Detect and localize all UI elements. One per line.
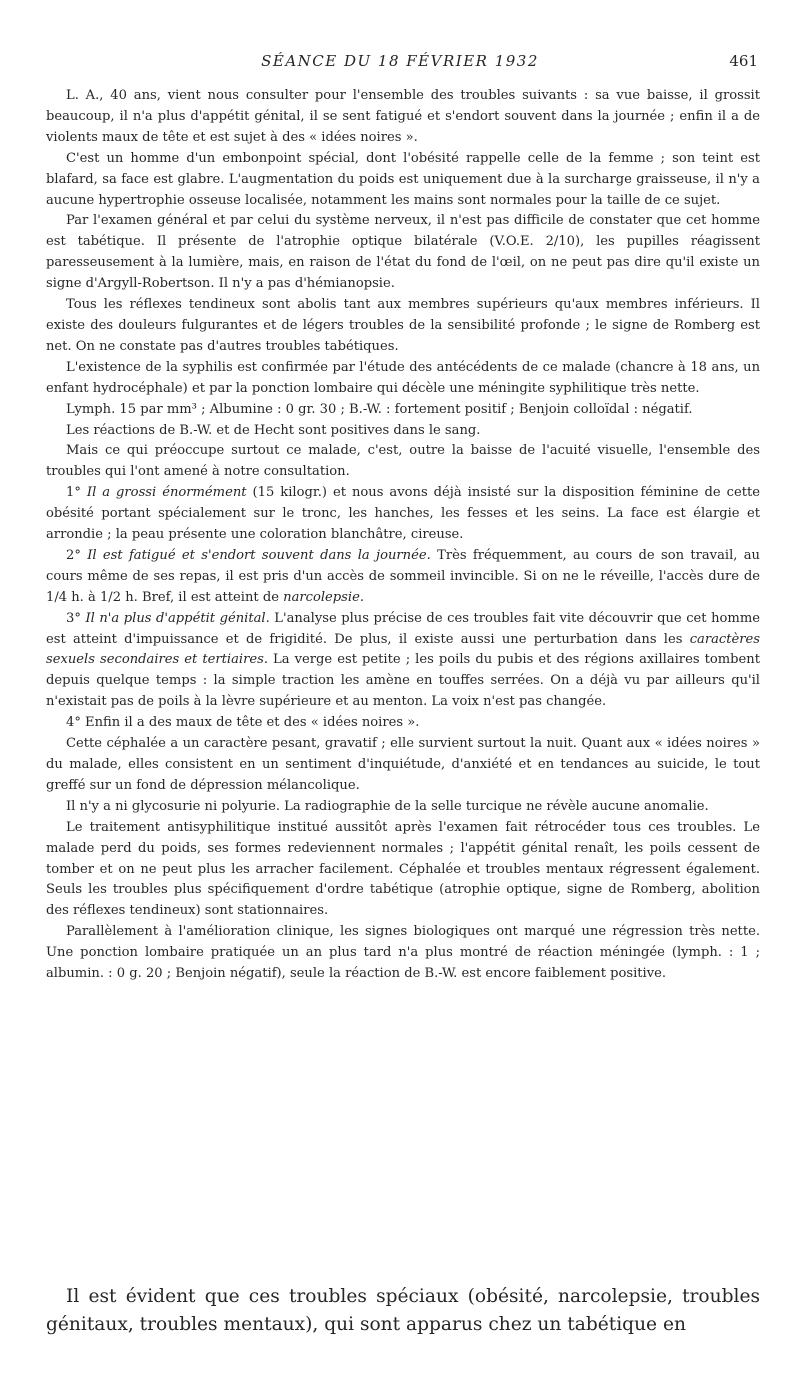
item-text: (15 kilogr.) et nous avons déjà insisté sur la disposition féminine de cette obésité portant spécialement sur le tronc, les hanches, les fesses et les seins. La face est élargie et arrondie ; la peau présente une coloration blanchâtre, cireuse. [46,485,760,543]
paragraph-3: Par l'examen général et par celui du système nerveux, il n'est pas difficile de constater que cet homme est tabétique. Il présente de l'atrophie optique bilatérale (V.O.E. 2/10), les pupilles réagissent paresseusement à la lumière, mais, en raison de l'état du fond de l'œil, on ne peut pas dire qu'il existe un signe d'Argyll-Robertson. Il n'y a pas d'hémianopsie. [46,213,760,292]
paragraph-4: Tous les réflexes tendineux sont abolis tant aux membres supérieurs qu'aux membres inférieurs. Il existe des douleurs fulgurantes et de légers troubles de la sensibilité profonde ; le signe de Romberg est net. On ne constate pas d'autres troubles tabétiques. [46,297,760,354]
italic-term: caractères sexuels secondaires et tertiaires. [46,631,760,668]
large-paragraph: Il est évident que ces troubles spéciaux (obésité, narcolepsie, troubles génitaux, troubles mentaux), qui sont apparus chez un tabétique en [46,1286,760,1335]
item-number: 2° [66,547,81,563]
paragraph-1: L. A., 40 ans, vient nous consulter pour l'ensemble des troubles suivants : sa vue baisse, il grossit beaucoup, il n'a plus d'appétit génital, il se sent fatigué et s'endort souvent dans la journée ; enfin il a de violents maux de tête et est sujet à des « idées noires ». [46,88,760,145]
paragraph-5: L'existence de la syphilis est confirmée par l'étude des antécédents de ce malade (chancre à 18 ans, un enfant hydrocéphale) et par la ponction lombaire qui décèle une méningite syphilitique très nette. [46,359,760,396]
paragraph-10 [46,546,760,609]
paragraph-9 [46,483,760,546]
item-number: 3° [66,610,81,626]
italic-lead: Il est fatigué et s'endort souvent dans la journée. [87,547,431,563]
item-number: 1° [66,485,81,501]
paragraph-7: Les réactions de B.-W. et de Hecht sont positives dans le sang. [66,422,481,438]
item-text: Très fréquemment, au cours de son travail, au cours même de ses repas, il est pris d'un accès de sommeil invincible. Si on ne le réveille, l'accès dure de 1/4 h. à 1/2 h. Bref, il est atteint de [46,547,760,605]
body-text [46,86,760,985]
paragraph-11 [46,609,760,714]
item-text: La verge est petite ; les poils du pubis et des régions axillaires tombent depuis quelque temps : la simple traction les amène en touffes serrées. On a déjà vu par ailleurs qu'il n'existait pas de poils à la lèvre supérieure et au menton. La voix n'est pas changée. [46,652,760,710]
paragraph-15: Le traitement antisyphilitique institué aussitôt après l'examen fait rétrocéder tous ces troubles. Le malade perd du poids, ses formes redeviennent normales ; l'appétit génital renaît, les poils cessent de tomber et on ne peut plus les arracher facilement. Céphalée et troubles mentaux régressent également. Seuls les troubles plus spécifiquement d'ordre tabétique (atrophie optique, signe de Romberg, abolition des réflexes tendineux) sont stationnaires. [46,819,760,919]
running-head: SÉANCE DU 18 FÉVRIER 1932 [261,52,539,70]
paragraph-12: 4° Enfin il a des maux de tête et des « idées noires ». [66,715,420,731]
italic-lead: Il a grossi énormément [86,485,247,501]
paragraph-16: Parallèlement à l'amélioration clinique, les signes biologiques ont marqué une régression très nette. Une ponction lombaire pratiquée un an plus tard n'a plus montré de réaction méningée (lymph. : 1 ; albumin. : 0 g. 20 ; Benjoin négatif), seule la réaction de B.-W. est encore faiblement positive. [46,924,760,982]
italic-term: narcolepsie. [283,589,364,605]
paragraph-14: Il n'y a ni glycosurie ni polyurie. La radiographie de la selle turcique ne révèle aucune anomalie. [66,798,709,814]
paragraph-8: Mais ce qui préoccupe surtout ce malade, c'est, outre la baisse de l'acuité visuelle, l'ensemble des troubles qui l'ont amené à notre consultation. [46,443,760,480]
item-text: L'analyse plus précise de ces troubles fait vite découvrir que cet homme est atteint d'impuissance et de frigidité. De plus, il existe aussi une perturbation dans les [46,610,761,647]
paragraph-2: C'est un homme d'un embonpoint spécial, dont l'obésité rappelle celle de la femme ; son teint est blafard, sa face est glabre. L'augmentation du poids est uniquement due à la surcharge graisseuse, il n'y a aucune hypertrophie osseuse localisée, notamment les mains sont normales pour la taille de ce sujet. [46,150,760,208]
paragraph-13: Cette céphalée a un caractère pesant, gravatif ; elle survient surtout la nuit. Quant aux « idées noires » du malade, elles consistent en un sentiment d'inquiétude, d'anxiété et en tendances au suicide, le tout greffé sur un fond de dépression mélancolique. [46,736,760,793]
paragraph-6: Lymph. 15 par mm³ ; Albumine : 0 gr. 30 ; B.-W. : fortement positif ; Benjoin colloïdal : négatif. [66,401,693,417]
page-header [0,52,800,76]
large-text [46,1283,760,1339]
italic-lead: Il n'a plus d'appétit génital. [85,610,270,626]
page-number: 461 [729,52,758,70]
